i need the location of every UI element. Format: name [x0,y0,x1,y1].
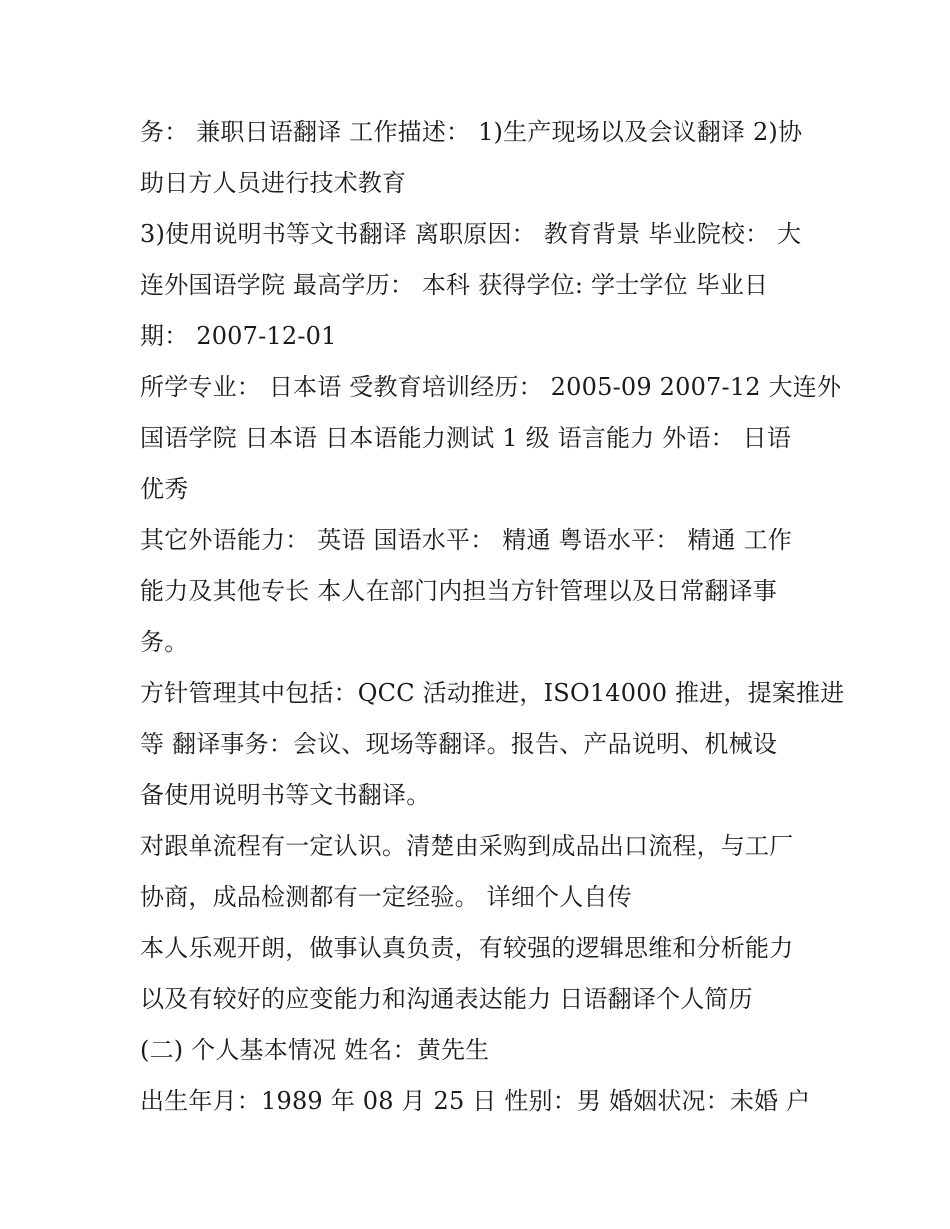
text-line: 以及有较好的应变能力和沟通表达能力 日语翻译个人简历 [140,985,753,1013]
text-line: 能力及其他专长 本人在部门内担当方针管理以及日常翻译事 [140,577,778,605]
text-line: 备使用说明书等文书翻译。 [140,781,431,809]
text-line: 优秀 [140,475,189,503]
text-line: 务： 兼职日语翻译 工作描述： 1)生产现场以及会议翻译 2)协 [140,118,803,146]
text-line: 对跟单流程有一定认识。清楚由采购到成品出口流程，与工厂 [140,832,794,860]
text-line: 等 翻译事务：会议、现场等翻译。报告、产品说明、机械设 [140,730,778,758]
text-line: 协商，成品检测都有一定经验。 详细个人自传 [140,883,632,911]
text-line: 出生年月：1989 年 08 月 25 日 性别：男 婚姻状况：未婚 户 [140,1087,811,1115]
text-line: 期： 2007-12-01 [140,322,337,350]
text-line: 其它外语能力： 英语 国语水平： 精通 粤语水平： 精通 工作 [140,526,792,554]
text-line: 本人乐观开朗，做事认真负责，有较强的逻辑思维和分析能力 [140,934,794,962]
text-line: 助日方人员进行技术教育 [140,169,407,197]
text-line: 国语学院 日本语 日本语能力测试 1 级 语言能力 外语： 日语 [140,424,792,452]
document-body [140,107,845,1127]
text-line: 连外国语学院 最高学历： 本科 获得学位: 学士学位 毕业日 [140,271,769,299]
text-line: 3)使用说明书等文书翻译 离职原因： 教育背景 毕业院校： 大 [140,220,802,248]
text-line: 方针管理其中包括：QCC 活动推进，ISO14000 推进，提案推进 [140,679,845,707]
text-line: 务。 [140,628,189,656]
text-line: 所学专业： 日本语 受教育培训经历： 2005-09 2007-12 大连外 [140,373,842,401]
text-line: (二) 个人基本情况 姓名：黄先生 [140,1036,490,1064]
